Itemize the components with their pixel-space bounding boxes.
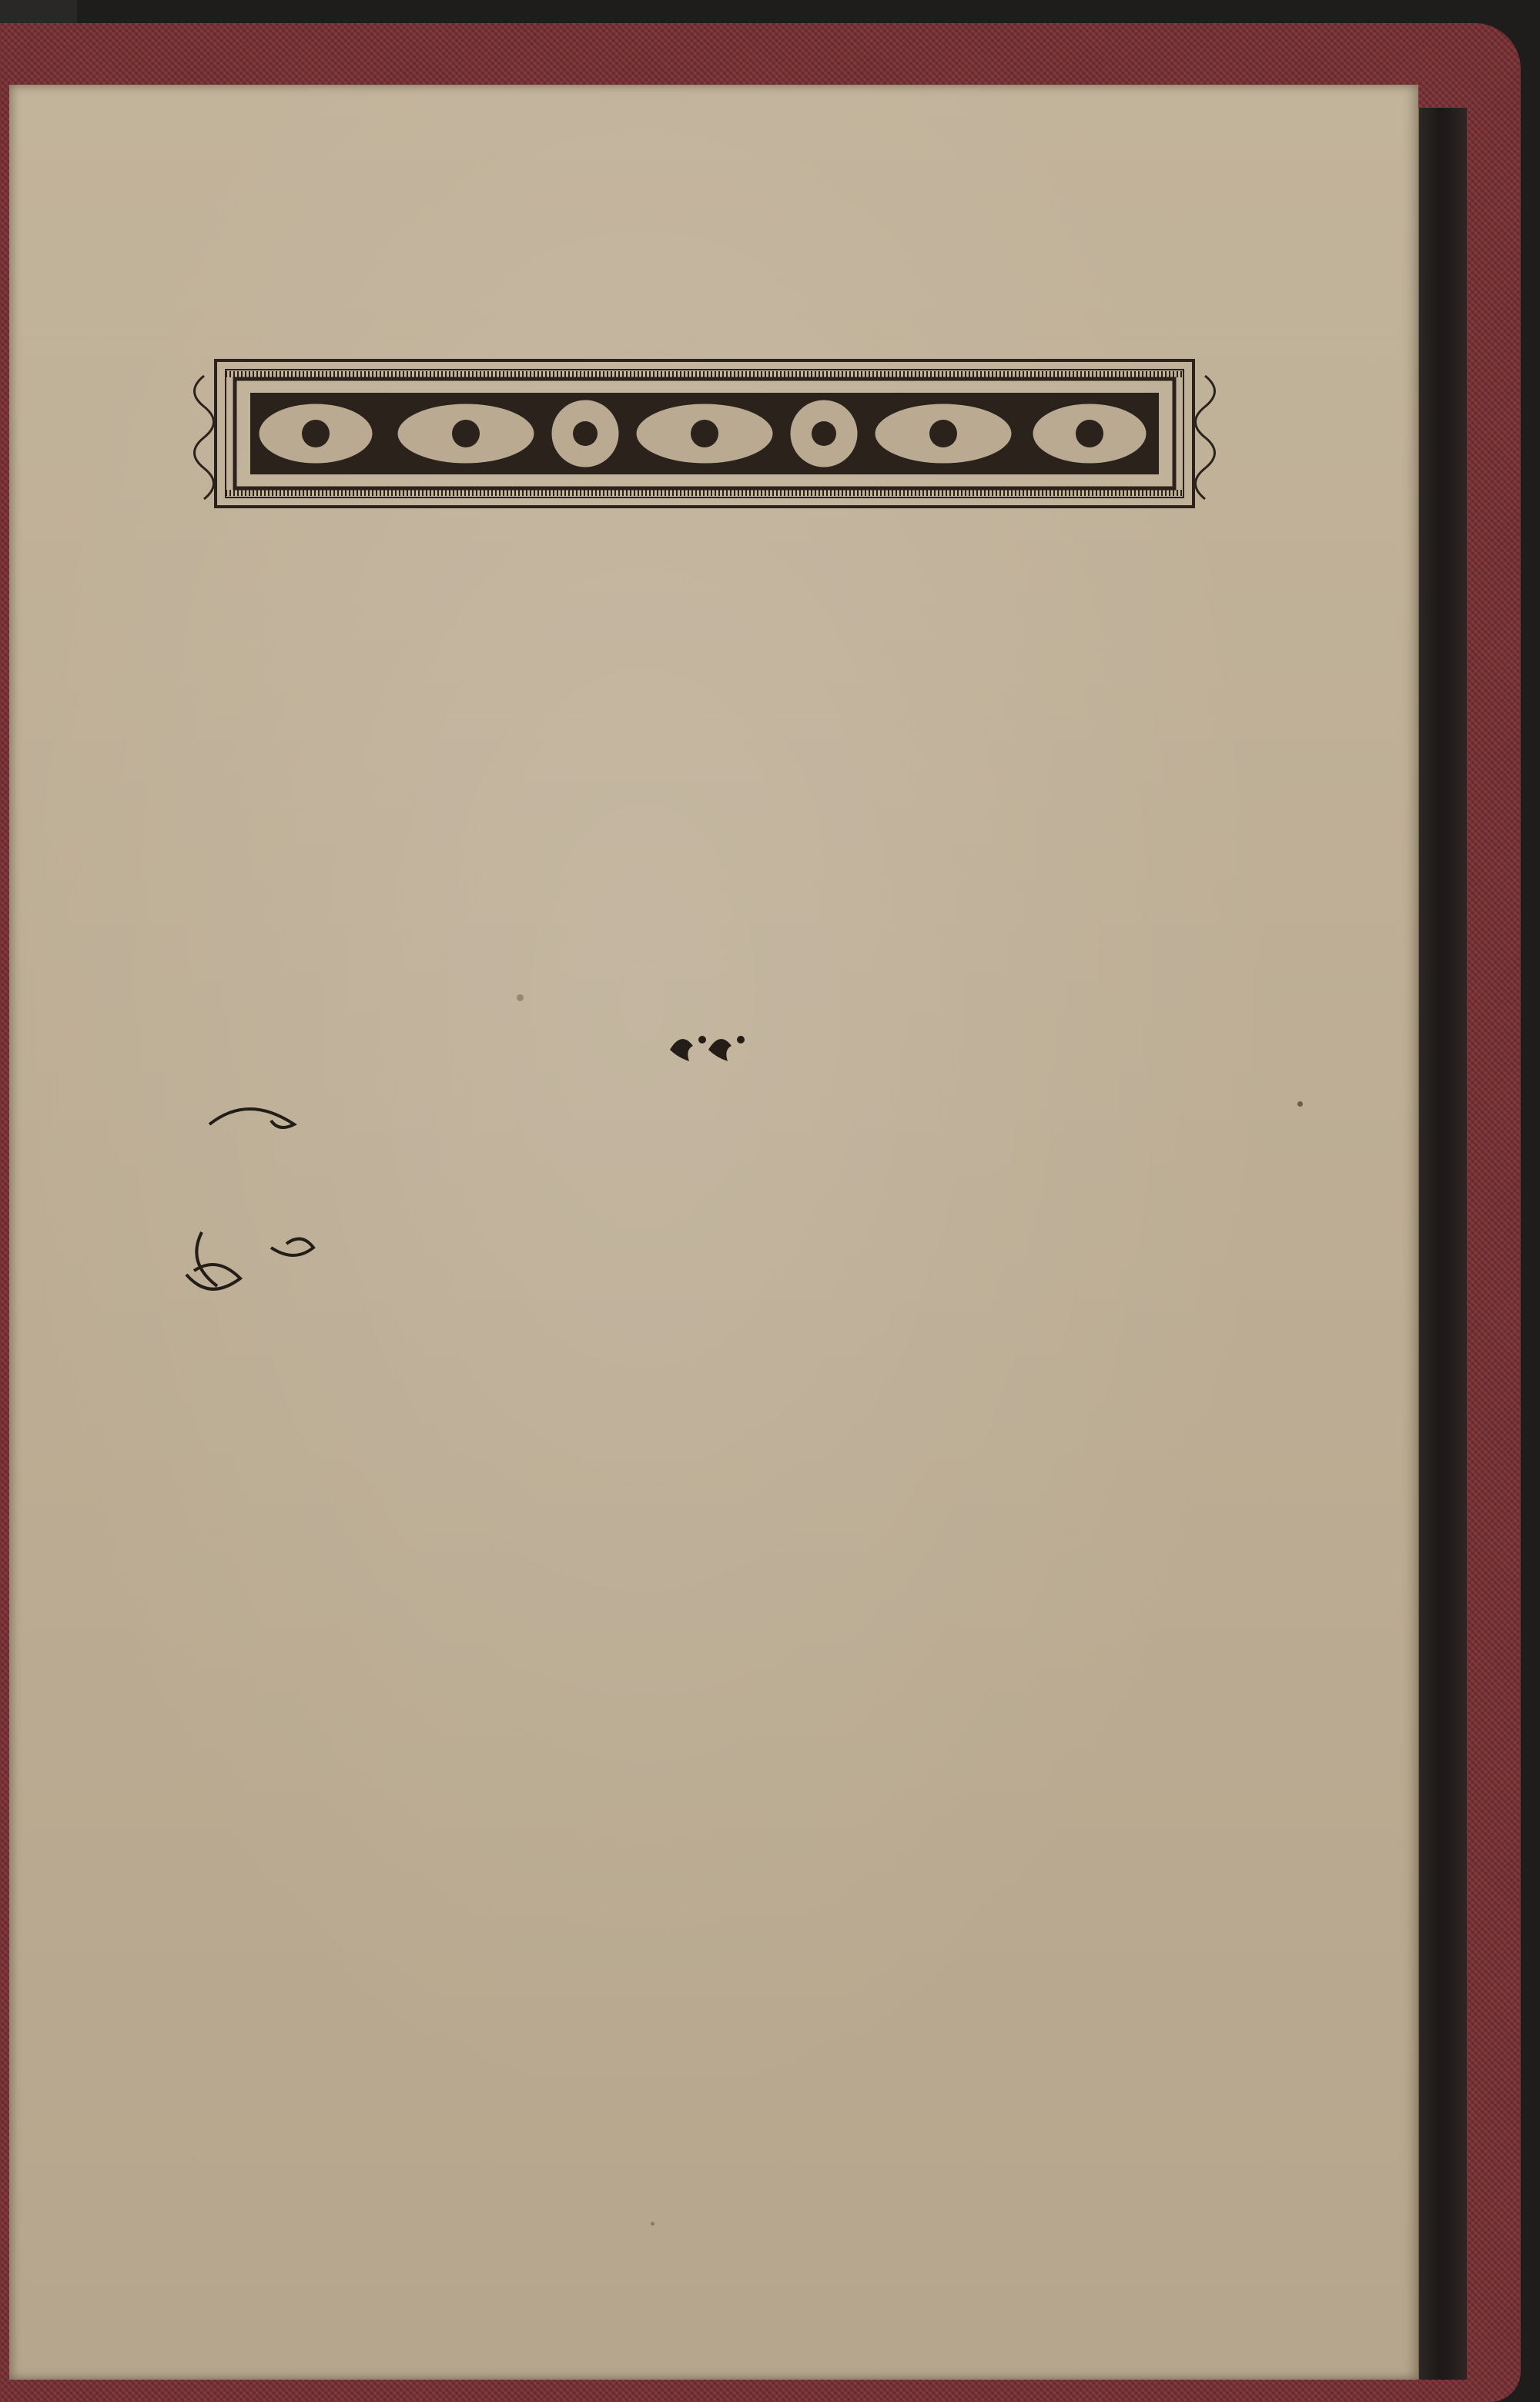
paper-speck <box>651 2222 654 2226</box>
paper-speck <box>517 994 524 1001</box>
header-ornament <box>173 314 1236 553</box>
paper-speck <box>1297 1101 1303 1107</box>
dropcap-ornament <box>179 1094 325 1294</box>
fleuron-ornament <box>662 1023 755 1069</box>
